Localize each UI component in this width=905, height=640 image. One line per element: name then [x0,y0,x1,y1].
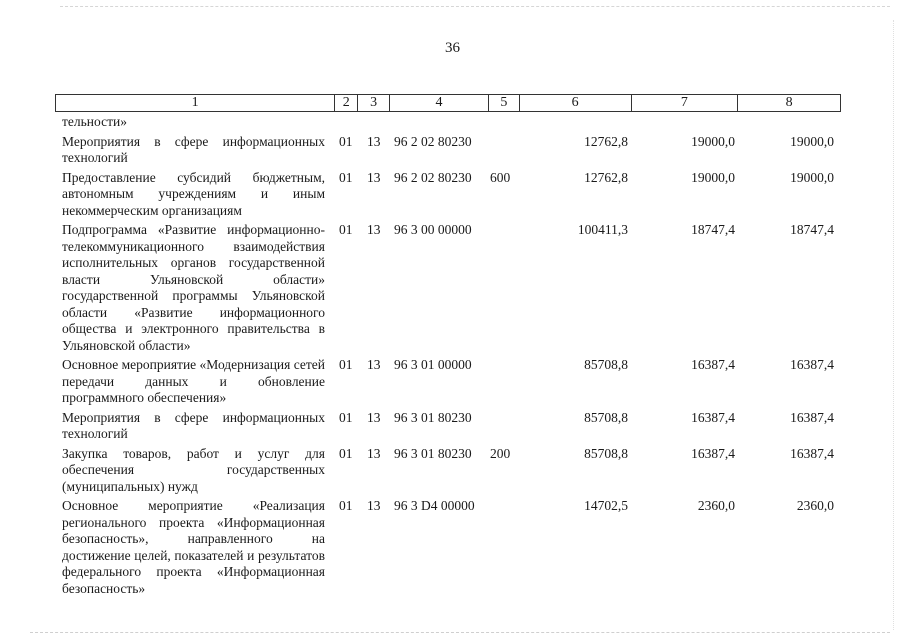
row-value-6: 12762,8 [584,169,628,185]
row-value-7: 16387,4 [691,445,735,461]
row-value-8: 18747,4 [790,222,834,237]
row-value-6: 85708,8 [584,357,628,372]
row-name: Закупка товаров, работ и услуг для обеспечения государственных (муниципальных) нужд [62,445,325,494]
table-row [62,222,842,354]
row-csr: 96 2 02 80230 [394,169,472,185]
row-value-6: 85708,8 [584,409,628,425]
row-value-8: 19000,0 [790,133,834,149]
row-value-8 [737,114,834,131]
row-vr [490,498,528,597]
row-vr [490,410,528,443]
table-row [62,498,842,597]
row-pr: 13 [367,357,381,372]
row-rz: 01 [339,133,353,149]
row-rz: 01 [339,222,353,237]
row-rz [327,114,362,131]
row-value-8: 2360,0 [796,498,834,513]
scan-edge-right [893,20,894,630]
row-pr [362,114,390,131]
row-pr: 13 [367,409,381,425]
table-header-cell: 8 [785,95,793,110]
table-header-cell: 2 [335,95,358,111]
row-name: Подпрограмма «Развитие информационно-телекоммуникационного взаимодействия исполнительных органов государственной власти Ульяновской области» государственной программы Ульяновской области «Развитие информационного общества и электронного правительства в Ульяновской области» [62,222,325,353]
row-pr: 13 [367,222,381,237]
row-csr: 96 3 01 80230 [394,409,472,425]
row-vr [490,134,528,167]
row-value-7 [630,114,737,131]
row-name: Предоставление субсидий бюджетным, автономным учреждениям и иным некоммерческим организациям [62,169,325,218]
row-value-6: 12762,8 [584,133,628,149]
row-csr: 96 2 02 80230 [394,133,472,149]
row-value-8: 16387,4 [790,409,834,425]
row-value-6: 85708,8 [584,445,628,461]
row-value-7: 18747,4 [691,222,735,237]
row-value-8: 16387,4 [790,445,834,461]
table-row [62,357,842,407]
table-row [62,446,842,496]
row-name: тельности» [62,114,127,129]
row-rz: 01 [339,445,353,461]
table-header-cell: 3 [358,95,390,111]
row-name: Мероприятия в сфере информационных технологий [62,133,325,165]
row-vr [490,357,528,407]
row-vr: 200 [490,445,511,461]
table-header-cell: 5 [489,95,520,111]
row-csr [390,114,490,131]
row-name: Основное мероприятие «Реализация регионального проекта «Информационная безопасность», направленного на достижение целей, показателей и результатов федерального проекта «Информационная безопасность» [62,498,325,596]
row-value-8: 16387,4 [790,357,834,372]
row-vr [490,114,528,131]
scan-edge-top [60,6,890,7]
row-pr: 13 [367,498,381,513]
row-csr: 96 3 01 00000 [394,357,472,372]
table-header-row [55,94,841,112]
row-vr [490,222,528,354]
row-vr: 600 [490,169,511,185]
row-value-6 [528,114,630,131]
row-rz: 01 [339,409,353,425]
table-row [62,134,842,167]
table-row [62,170,842,220]
row-rz: 01 [339,169,353,185]
row-csr: 96 3 00 00000 [394,222,472,237]
table-row [62,114,842,131]
row-value-7: 16387,4 [691,409,735,425]
row-value-7: 2360,0 [697,498,735,513]
row-value-7: 19000,0 [691,133,735,149]
row-pr: 13 [367,169,381,185]
table-body [62,114,842,597]
row-name: Мероприятия в сфере информационных технологий [62,409,325,441]
table-header-cell: 6 [520,95,632,111]
row-csr: 96 3 01 80230 [394,445,472,461]
row-value-7: 19000,0 [691,169,735,185]
row-value-8: 19000,0 [790,169,834,185]
row-value-6: 14702,5 [584,498,628,513]
row-value-7: 16387,4 [691,357,735,372]
table-header-cell: 1 [56,95,335,111]
table-row [62,410,842,443]
scan-edge-bottom [30,632,890,633]
table-header-cell: 7 [632,95,739,111]
row-rz: 01 [339,357,353,372]
row-pr: 13 [367,445,381,461]
row-value-6: 100411,3 [577,222,628,237]
row-pr: 13 [367,133,381,149]
row-name: Основное мероприятие «Модернизация сетей передачи данных и обновление программного обеспечения» [62,357,325,405]
row-rz: 01 [339,498,353,513]
table-header-cell: 4 [390,95,489,111]
page-number: 36 [445,40,460,56]
row-csr: 96 3 D4 00000 [394,498,475,513]
